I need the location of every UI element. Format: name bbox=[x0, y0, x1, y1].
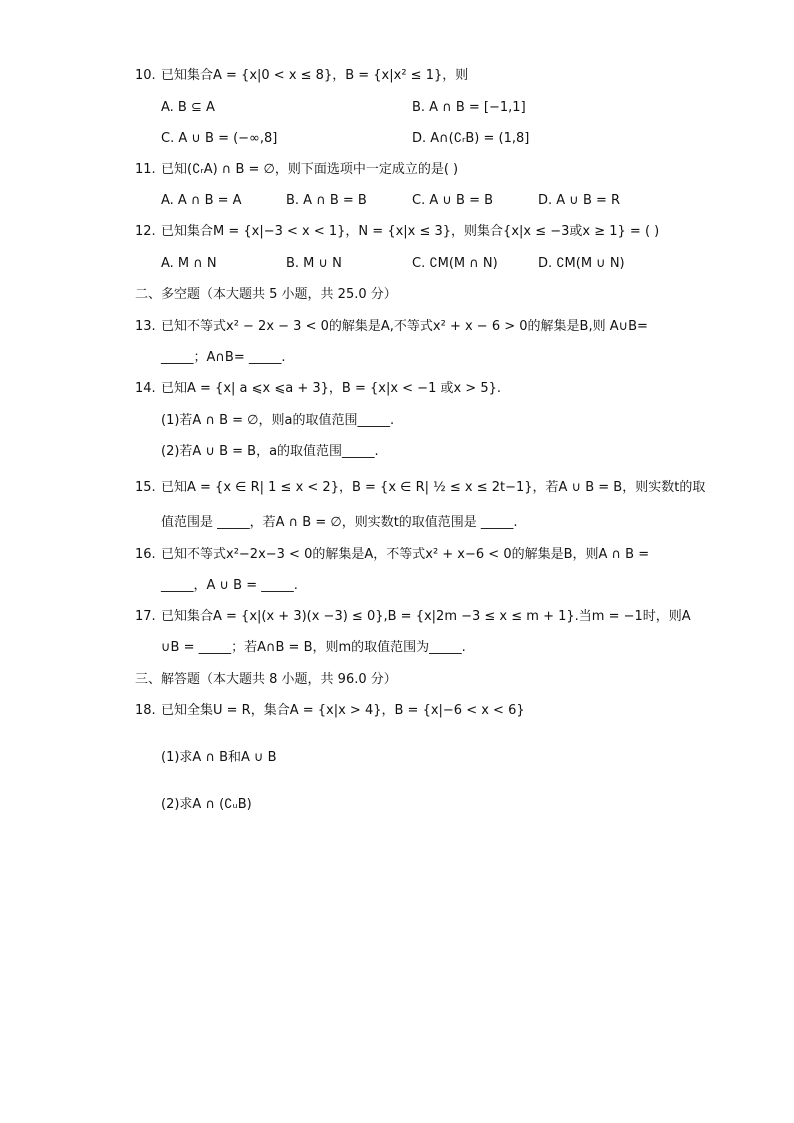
sub-question-2: (2)求A ∩ (∁ᵤB) bbox=[161, 797, 252, 812]
question-number: 15. bbox=[135, 480, 156, 495]
sub-question-1: (1)求A ∩ B和A ∪ B bbox=[161, 750, 277, 765]
option-d: D. A∩(∁ᵣB) = (1,8] bbox=[412, 131, 530, 146]
option-b: B. A ∩ B = [−1,1] bbox=[412, 100, 526, 115]
option-c: C. A ∪ B = (−∞,8] bbox=[161, 131, 278, 146]
option-b: B. M ∪ N bbox=[286, 256, 342, 271]
question-number: 16. bbox=[135, 547, 156, 562]
question-stem-continued: ∪B = _____；若A∩B = B，则m的取值范围为_____. bbox=[161, 640, 466, 655]
question-stem: 已知集合A = {x|(x + 3)(x −3) ≤ 0},B = {x|2m −3 ≤ x ≤ m + 1}.当m = −1时，则A bbox=[161, 609, 691, 624]
question-stem: 已知全集U = R，集合A = {x|x > 4}，B = {x|−6 < x < 6} bbox=[161, 703, 525, 718]
question-stem: 已知不等式x²−2x−3 < 0的解集是A，不等式x² + x−6 < 0的解集是B，则A ∩ B = bbox=[161, 547, 650, 562]
option-b: B. A ∩ B = B bbox=[286, 193, 367, 208]
question-stem-continued: 值范围是 _____，若A ∩ B = ∅，则实数t的取值范围是 _____. bbox=[161, 515, 518, 530]
question-number: 17. bbox=[135, 609, 156, 624]
sub-question-1: (1)若A ∩ B = ∅，则a的取值范围_____. bbox=[161, 413, 395, 428]
question-stem-continued: _____；A∩B= _____. bbox=[161, 350, 286, 365]
section-heading: 三、解答题（本大题共 8 小题，共 96.0 分） bbox=[135, 672, 397, 687]
section-heading: 二、多空题（本大题共 5 小题，共 25.0 分） bbox=[135, 287, 397, 302]
question-stem: 已知不等式x² − 2x − 3 < 0的解集是A,不等式x² + x − 6 > 0的解集是B,则 A∪B= bbox=[161, 319, 648, 334]
option-a: A. A ∩ B = A bbox=[161, 193, 242, 208]
question-number: 13. bbox=[135, 319, 156, 334]
question-number: 18. bbox=[135, 703, 156, 718]
question-stem: 已知A = {x ∈ R| 1 ≤ x < 2}，B = {x ∈ R| ½ ≤ x ≤ 2t−1}，若A ∪ B = B，则实数t的取 bbox=[161, 480, 706, 495]
option-a: A. M ∩ N bbox=[161, 256, 217, 271]
question-stem: 已知集合M = {x|−3 < x < 1}，N = {x|x ≤ 3}，则集合{x|x ≤ −3或x ≥ 1} = ( ) bbox=[161, 224, 660, 239]
option-c: C. ∁M(M ∩ N) bbox=[412, 256, 498, 271]
question-stem: 已知集合A = {x|0 < x ≤ 8}，B = {x|x² ≤ 1}，则 bbox=[161, 68, 469, 83]
question-number: 14. bbox=[135, 381, 156, 396]
question-stem: 已知(∁ᵣA) ∩ B = ∅，则下面选项中一定成立的是( ) bbox=[161, 162, 459, 177]
question-number: 11. bbox=[135, 162, 156, 177]
option-d: D. A ∪ B = R bbox=[538, 193, 621, 208]
question-stem: 已知A = {x| a ⩽x ⩽a + 3}，B = {x|x < −1 或x > 5}. bbox=[161, 381, 501, 396]
question-stem-continued: _____，A ∪ B = _____. bbox=[161, 578, 298, 593]
option-c: C. A ∪ B = B bbox=[412, 193, 494, 208]
question-number: 10. bbox=[135, 68, 156, 83]
question-number: 12. bbox=[135, 224, 156, 239]
option-d: D. ∁M(M ∪ N) bbox=[538, 256, 625, 271]
sub-question-2: (2)若A ∪ B = B，a的取值范围_____. bbox=[161, 444, 379, 459]
option-a: A. B ⊆ A bbox=[161, 100, 215, 115]
